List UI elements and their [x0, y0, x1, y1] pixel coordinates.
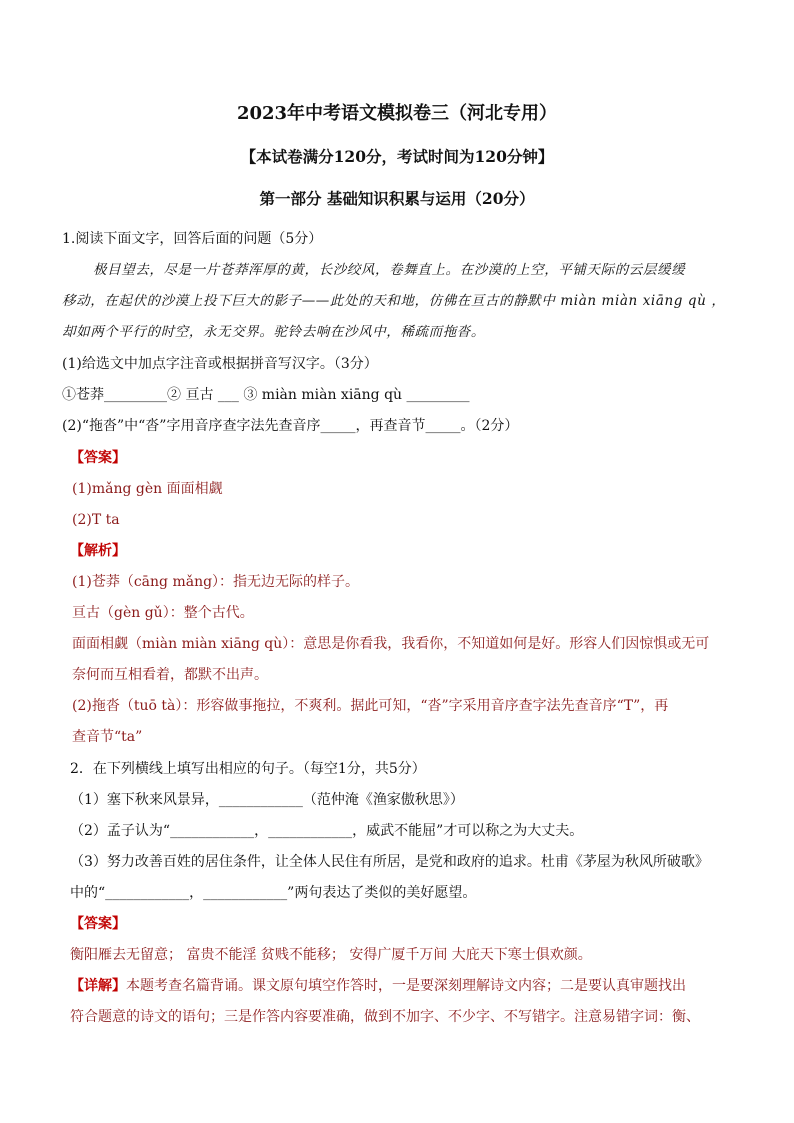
q2-stem: 2．在下列横线上填写出相应的句子。（每空1分，共5分） — [70, 761, 426, 777]
q1-passage-line-2: 移动，在起伏的沙漠上投下巨大的影子——此处的天和地，仿佛在亘古的静默中 miàn miàn xiāng qù ， — [62, 293, 726, 309]
q1-sub2: (2)“拖沓”中“沓”字用音序查字法先查音序_____，再查音节_____。（2分） — [62, 418, 519, 434]
q1-analysis-label: 【解析】 — [70, 543, 126, 559]
q1-answer-1: (1)mǎng gèn 面面相觑 — [72, 481, 223, 497]
q1-analysis-4: 奈何而互相看着，都默不出声。 — [72, 667, 268, 683]
q1-sub1: (1)给选文中加点字注音或根据拼音写汉字。（3分） — [62, 356, 378, 372]
q1-sub1-blanks: ①苍莽_________② 亘古 ___ ③ miàn miàn xiāng qù _________ — [62, 387, 470, 403]
q2-answer: 衡阳雁去无留意； 富贵不能淫 贫贱不能移； 安得广厦千万间 大庇天下寒士俱欢颜。 — [70, 947, 592, 963]
q1-stem: 1.阅读下面文字，回答后面的问题（5分） — [62, 231, 323, 247]
q1-analysis-1: (1)苍莽（cāng mǎng）：指无边无际的样子。 — [72, 574, 360, 590]
part-title: 第一部分 基础知识积累与运用（20分） — [259, 189, 535, 208]
q2-item-2: （2）孟子认为“____________，____________，威武不能屈”才可以称之为大丈夫。 — [70, 823, 584, 839]
exam-info: 【本试卷满分120分，考试时间为120分钟】 — [240, 147, 554, 166]
q2-answer-label: 【答案】 — [70, 916, 126, 932]
q1-answer-label: 【答案】 — [70, 450, 126, 466]
q2-detail-line-1 — [70, 977, 686, 995]
q1-passage-line-3: 却如两个平行的时空，永无交界。驼铃去响在沙风中，稀疏而拖沓。 — [62, 324, 485, 340]
q2-item-1: （1）塞下秋来风景异，____________（范仲淹《渔家傲秋思》） — [70, 792, 464, 808]
q1-analysis-2: 亘古（gèn gǔ）：整个古代。 — [72, 605, 254, 621]
q1-answer-2: (2)T ta — [72, 512, 120, 528]
doc-title: 2023年中考语文模拟卷三（河北专用） — [236, 103, 558, 124]
q2-item-3: （3）努力改善百姓的居住条件，让全体人民住有所居，是党和政府的追求。杜甫《茅屋为秋风所破歌》 — [70, 854, 709, 870]
q1-analysis-3: 面面相觑（miàn miàn xiāng qù）：意思是你看我，我看你，不知道如何是好。形容人们因惊惧或无可 — [72, 636, 710, 652]
q2-detail-label: 【详解】 — [70, 978, 126, 994]
q2-detail-text-1: 本题考查名篇背诵。课文原句填空作答时，一是要深刻理解诗文内容；二是要认真审题找出 — [126, 978, 686, 994]
q2-item-4: 中的“____________，____________”两句表达了类似的美好愿望。 — [70, 885, 477, 901]
q1-passage-line-1: 极目望去，尽是一片苍莽浑厚的黄，长沙绞风，卷舞直上。在沙漠的上空，平铺天际的云层缓缓 — [93, 262, 686, 278]
q2-detail-line-2: 符合题意的诗文的语句；三是作答内容要准确，做到不加字、不少字、不写错字。注意易错字词：衡、 — [70, 1009, 700, 1025]
q1-analysis-6: 查音节“ta” — [72, 729, 143, 745]
q1-analysis-5: (2)拖沓（tuō tà）：形容做事拖拉，不爽利。据此可知，“沓”字采用音序查字法先查音序“T”，再 — [72, 698, 669, 714]
